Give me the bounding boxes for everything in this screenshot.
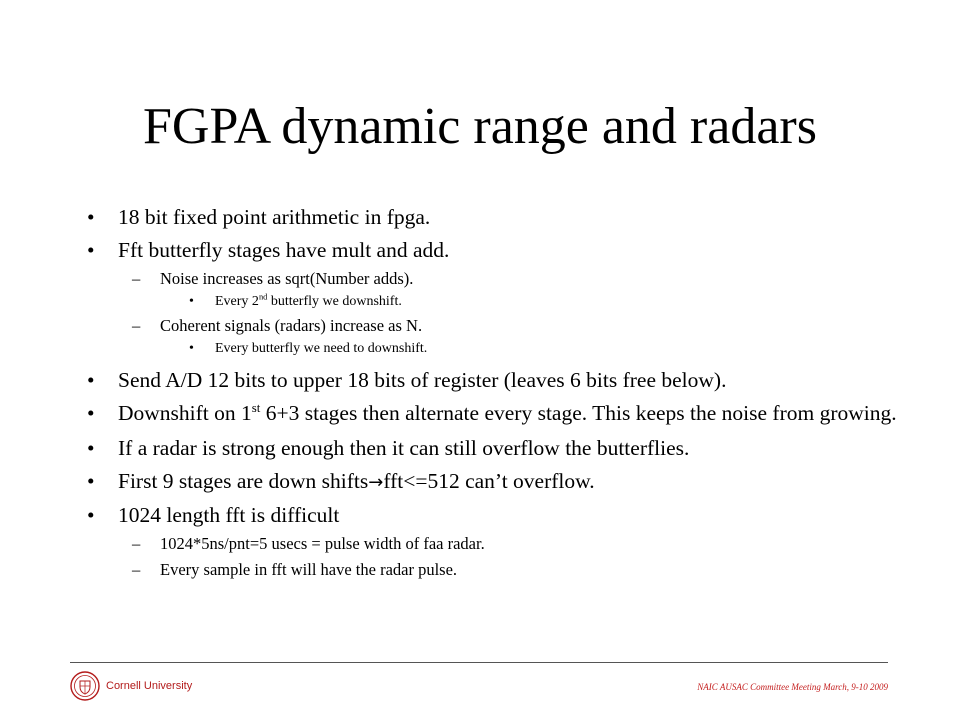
bullet-first-9-stages: • First 9 stages are down shifts→fft<=512 can’t overflow. bbox=[0, 469, 960, 495]
bullet-fixed-point: • 18 bit fixed point arithmetic in fpga. bbox=[0, 205, 960, 230]
slide-title: FGPA dynamic range and radars bbox=[143, 98, 817, 155]
right-arrow-icon: → bbox=[368, 472, 384, 493]
slide-body bbox=[0, 205, 960, 586]
cornell-wordmark: Cornell University bbox=[106, 680, 193, 692]
bullet-butterfly-stages: • Fft butterfly stages have mult and add. bbox=[0, 238, 960, 263]
bullet-downshift: • Downshift on 1st 6+3 stages then alternate every stage. This keeps the noise from growing. bbox=[0, 401, 960, 426]
subsub-bullet-every-2nd: • Every 2nd butterfly we downshift. bbox=[0, 293, 960, 310]
cornell-seal-icon bbox=[70, 671, 100, 701]
footer-meeting-note: NAIC AUSAC Committee Meeting March, 9-10 2009 bbox=[697, 682, 888, 692]
footer-divider bbox=[70, 662, 888, 663]
subsub-bullet-every-butterfly: • Every butterfly we need to downshift. bbox=[0, 340, 960, 357]
bullet-1024-fft: • 1024 length fft is difficult bbox=[0, 503, 960, 528]
sub-bullet-noise: – Noise increases as sqrt(Number adds). bbox=[0, 269, 960, 289]
sub-bullet-pulse-width: – 1024*5ns/pnt=5 usecs = pulse width of faa radar. bbox=[0, 534, 960, 554]
bullet-radar-overflow: • If a radar is strong enough then it can still overflow the butterflies. bbox=[0, 436, 960, 461]
sub-bullet-coherent: – Coherent signals (radars) increase as N. bbox=[0, 316, 960, 336]
bullet-send-ad: • Send A/D 12 bits to upper 18 bits of register (leaves 6 bits free below). bbox=[0, 368, 960, 393]
sub-bullet-every-sample: – Every sample in fft will have the radar pulse. bbox=[0, 560, 960, 580]
